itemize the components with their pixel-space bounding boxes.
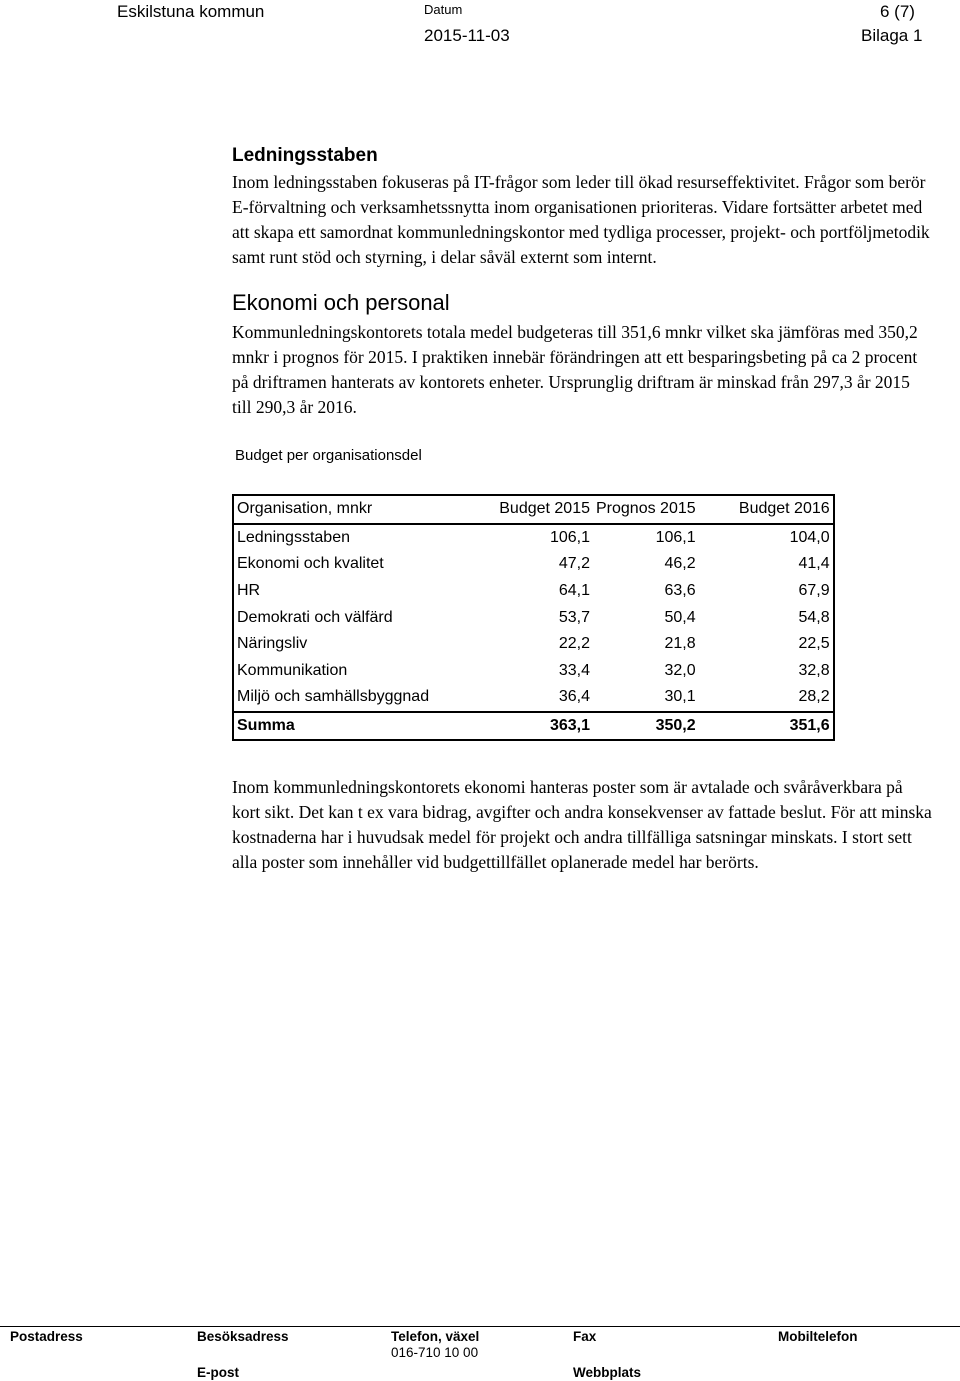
table-sum-row bbox=[233, 712, 834, 741]
table-cell: Näringsliv bbox=[237, 635, 308, 653]
table-cell: 64,1 bbox=[558, 582, 590, 600]
table-cell: 28,2 bbox=[798, 688, 830, 706]
table-cell: 46,2 bbox=[664, 555, 696, 573]
document-date: 2015-11-03 bbox=[424, 26, 510, 45]
footer-email-label: E-post bbox=[197, 1365, 239, 1380]
table-cell: 351,6 bbox=[699, 712, 834, 741]
table-cell: 106,1 bbox=[549, 528, 590, 546]
table-cell: 350,2 bbox=[593, 712, 699, 741]
section-paragraph-ledningsstaben: Inom ledningsstaben fokuseras på IT-frågor som leder till ökad resurseffektivitet. Frågor som berör E-förvaltning och verksamhetssnytta inom organisationen prioriteras. Vidare fortsätter arbetet med att skapa ett samordnat kommunledningskontor med tydliga processer, projekt- och portföljmetodik samt runt stöd och styrning, i delar såväl externt som internt. bbox=[232, 172, 930, 267]
table-cell: 36,4 bbox=[558, 688, 590, 706]
table-cell: 32,0 bbox=[664, 661, 696, 679]
table-cell: Demokrati och välfärd bbox=[237, 608, 393, 626]
table-title: Budget per organisationsdel bbox=[235, 447, 422, 464]
closing-paragraph: Inom kommunledningskontorets ekonomi hanteras poster som är avtalade och svåråverkbara på kort sikt. Det kan t ex vara bidrag, avgifter och andra konsekvenser av fattade beslut. För att minska kostnaderna har i huvudsak medel för projekt och andra tillfälliga satsningar minskats. I stort sett alla poster som innehåller vid budgettillfället oplanerade medel har berörts. bbox=[232, 777, 932, 873]
table-cell: 363,1 bbox=[478, 712, 593, 741]
footer-fax-label: Fax bbox=[573, 1329, 597, 1344]
section-heading-ekonomi: Ekonomi och personal bbox=[232, 290, 450, 315]
table-cell: 41,4 bbox=[798, 555, 830, 573]
appendix-label: Bilaga 1 bbox=[861, 26, 923, 45]
table-cell: 30,1 bbox=[664, 688, 696, 706]
table-cell: 32,8 bbox=[798, 661, 830, 679]
footer-web-label: Webbplats bbox=[573, 1365, 642, 1380]
table-row bbox=[233, 551, 834, 578]
footer-divider bbox=[0, 1326, 960, 1327]
table-row bbox=[233, 658, 834, 685]
footer-visit-label: Besöksadress bbox=[197, 1329, 289, 1344]
document-body bbox=[232, 142, 932, 875]
section-heading-ledningsstaben: Ledningsstaben bbox=[232, 145, 378, 166]
table-cell: 47,2 bbox=[558, 555, 590, 573]
page-number: 6 (7) bbox=[880, 2, 915, 21]
table-cell: 106,1 bbox=[655, 528, 696, 546]
budget-table bbox=[232, 494, 835, 741]
table-cell: Summa bbox=[233, 712, 478, 741]
table-cell: 50,4 bbox=[664, 608, 696, 626]
column-header: Organisation, mnkr bbox=[233, 495, 478, 524]
column-header: Budget 2015 bbox=[478, 495, 593, 524]
table-header-row bbox=[233, 495, 834, 524]
footer-phone-value: 016-710 10 00 bbox=[391, 1345, 479, 1360]
footer-phone-label: Telefon, växel bbox=[391, 1329, 480, 1344]
table-cell: 104,0 bbox=[789, 528, 830, 546]
column-header: Budget 2016 bbox=[699, 495, 834, 524]
table-cell: 22,2 bbox=[558, 635, 590, 653]
section-paragraph-ekonomi: Kommunledningskontorets totala medel budgeteras till 351,6 mnkr vilket ska jämföras med 350,2 mnkr i prognos för 2015. I praktiken innebär förändringen att ett besparingsbeting på ca 2 procent på driftramen hanterats av kontorets enheter. Ursprunglig driftram är minskad från 297,3 år 2015 till 290,3 år 2016. bbox=[232, 322, 918, 417]
table-row bbox=[233, 604, 834, 631]
table-cell: Ledningsstaben bbox=[237, 528, 350, 546]
table-row bbox=[233, 524, 834, 552]
table-cell: Kommunikation bbox=[237, 661, 348, 679]
footer-postal-label: Postadress bbox=[10, 1329, 83, 1344]
table-cell: 63,6 bbox=[664, 582, 696, 600]
table-row bbox=[233, 684, 834, 712]
table-cell: 21,8 bbox=[664, 635, 696, 653]
table-cell: Miljö och samhällsbyggnad bbox=[237, 688, 430, 706]
table-row bbox=[233, 578, 834, 605]
table-cell: 33,4 bbox=[558, 661, 590, 679]
table-cell: 53,7 bbox=[558, 608, 590, 626]
organization-name: Eskilstuna kommun bbox=[117, 2, 265, 21]
table-row bbox=[233, 631, 834, 658]
table-cell: HR bbox=[237, 582, 261, 600]
table-cell: 67,9 bbox=[798, 582, 830, 600]
table-cell: 22,5 bbox=[798, 635, 830, 653]
footer-mobile-label: Mobiltelefon bbox=[778, 1329, 858, 1344]
table-cell: Ekonomi och kvalitet bbox=[237, 555, 384, 573]
date-label: Datum bbox=[424, 2, 463, 17]
column-header: Prognos 2015 bbox=[593, 495, 699, 524]
table-cell: 54,8 bbox=[798, 608, 830, 626]
